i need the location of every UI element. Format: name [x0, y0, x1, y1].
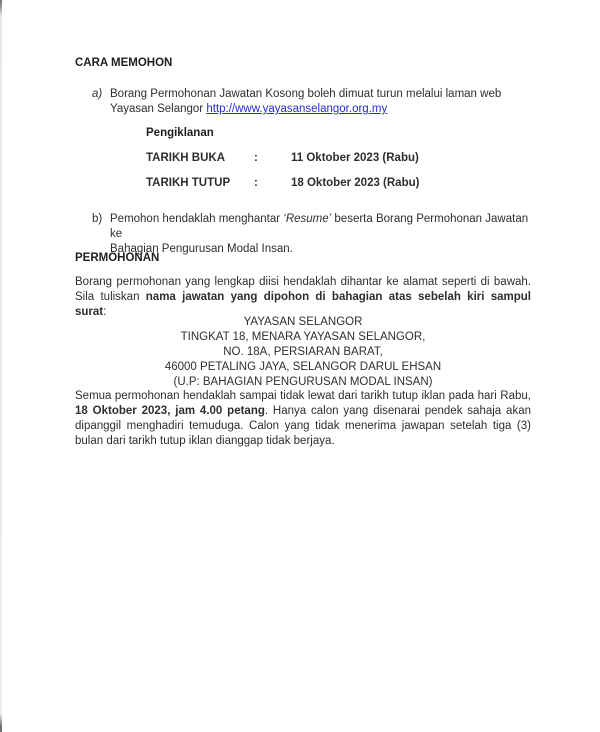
address-line-organization: YAYASAN SELANGOR	[243, 316, 363, 328]
page-left-edge-line	[0, 0, 2, 732]
list-item-a-line2	[110, 102, 535, 117]
address-line-floor: TINGKAT 18, MENARA YAYASAN SELANGOR,	[180, 331, 426, 343]
paragraph-alamat-bold-text: nama jawatan yang dipohon di bahagian atas sebelah kiri sampul surat	[75, 291, 531, 318]
list-item-b-line1	[110, 212, 535, 242]
tarikh-tutup-row	[146, 176, 419, 191]
address-block	[75, 315, 531, 390]
list-item-b-marker: b)	[92, 213, 103, 225]
paragraph-penutup-text-after: . Hanya calon yang disenarai pendek sahaja akan dipanggil menghadiri temuduga. Calon yang tidak menerima jawapan setelah tiga (3) bulan dari tarikh tutup iklan dianggap tidak berjaya.	[75, 405, 531, 447]
address-line-street: NO. 18A, PERSIARAN BARAT,	[223, 346, 383, 358]
tarikh-tutup-separator: :	[254, 177, 258, 189]
list-item-a-line2-text: Yayasan Selangor	[110, 103, 207, 115]
tarikh-buka-value: 11 Oktober 2023 (Rabu)	[291, 152, 419, 164]
paragraph-penutup	[75, 389, 531, 449]
address-line-attention: (U.P: BAHAGIAN PENGURUSAN MODAL INSAN)	[173, 376, 433, 388]
section-heading-permohonan: PERMOHONAN	[75, 252, 160, 264]
list-item-b-line2: Bahagian Pengurusan Modal Insan.	[110, 243, 293, 255]
paragraph-alamat-text: Borang permohonan yang lengkap diisi hendaklah dihantar ke alamat seperti di bawah. Sila tuliskan	[75, 276, 531, 303]
tarikh-tutup-label: TARIKH TUTUP	[146, 177, 231, 189]
paragraph-alamat-colon: :	[103, 306, 107, 318]
list-item-a-line1: Borang Permohonan Jawatan Kosong boleh dimuat turun melalui laman web	[110, 88, 502, 100]
paragraph-penutup-deadline-bold: 18 Oktober 2023, jam 4.00 petang	[75, 405, 265, 417]
tarikh-buka-label: TARIKH BUKA	[146, 152, 226, 164]
list-item-b-line1-text: Pemohon hendaklah menghantar	[110, 213, 284, 225]
yayasan-selangor-website-link[interactable]: http://www.yayasanselangor.org.my	[206, 103, 388, 115]
section-heading-cara-memohon: CARA MEMOHON	[75, 57, 173, 69]
list-item-b	[92, 212, 535, 257]
tarikh-buka-separator: :	[254, 152, 258, 164]
pengiklanan-label: Pengiklanan	[146, 127, 214, 139]
list-item-a	[92, 87, 535, 117]
paragraph-penutup-text: Semua permohonan hendaklah sampai tidak lewat dari tarikh tutup iklan pada hari Rabu,	[75, 390, 531, 402]
tarikh-tutup-value: 18 Oktober 2023 (Rabu)	[291, 177, 420, 189]
list-item-a-marker: a)	[92, 88, 103, 100]
list-item-b-line1-text-after: beserta Borang Permohonan Jawatan ke	[110, 213, 529, 240]
tarikh-buka-row	[146, 151, 419, 166]
paragraph-alamat	[75, 275, 531, 320]
list-item-b-resume-italic: ‘Resume’	[283, 213, 332, 225]
address-line-city: 46000 PETALING JAYA, SELANGOR DARUL EHSAN	[164, 361, 442, 373]
